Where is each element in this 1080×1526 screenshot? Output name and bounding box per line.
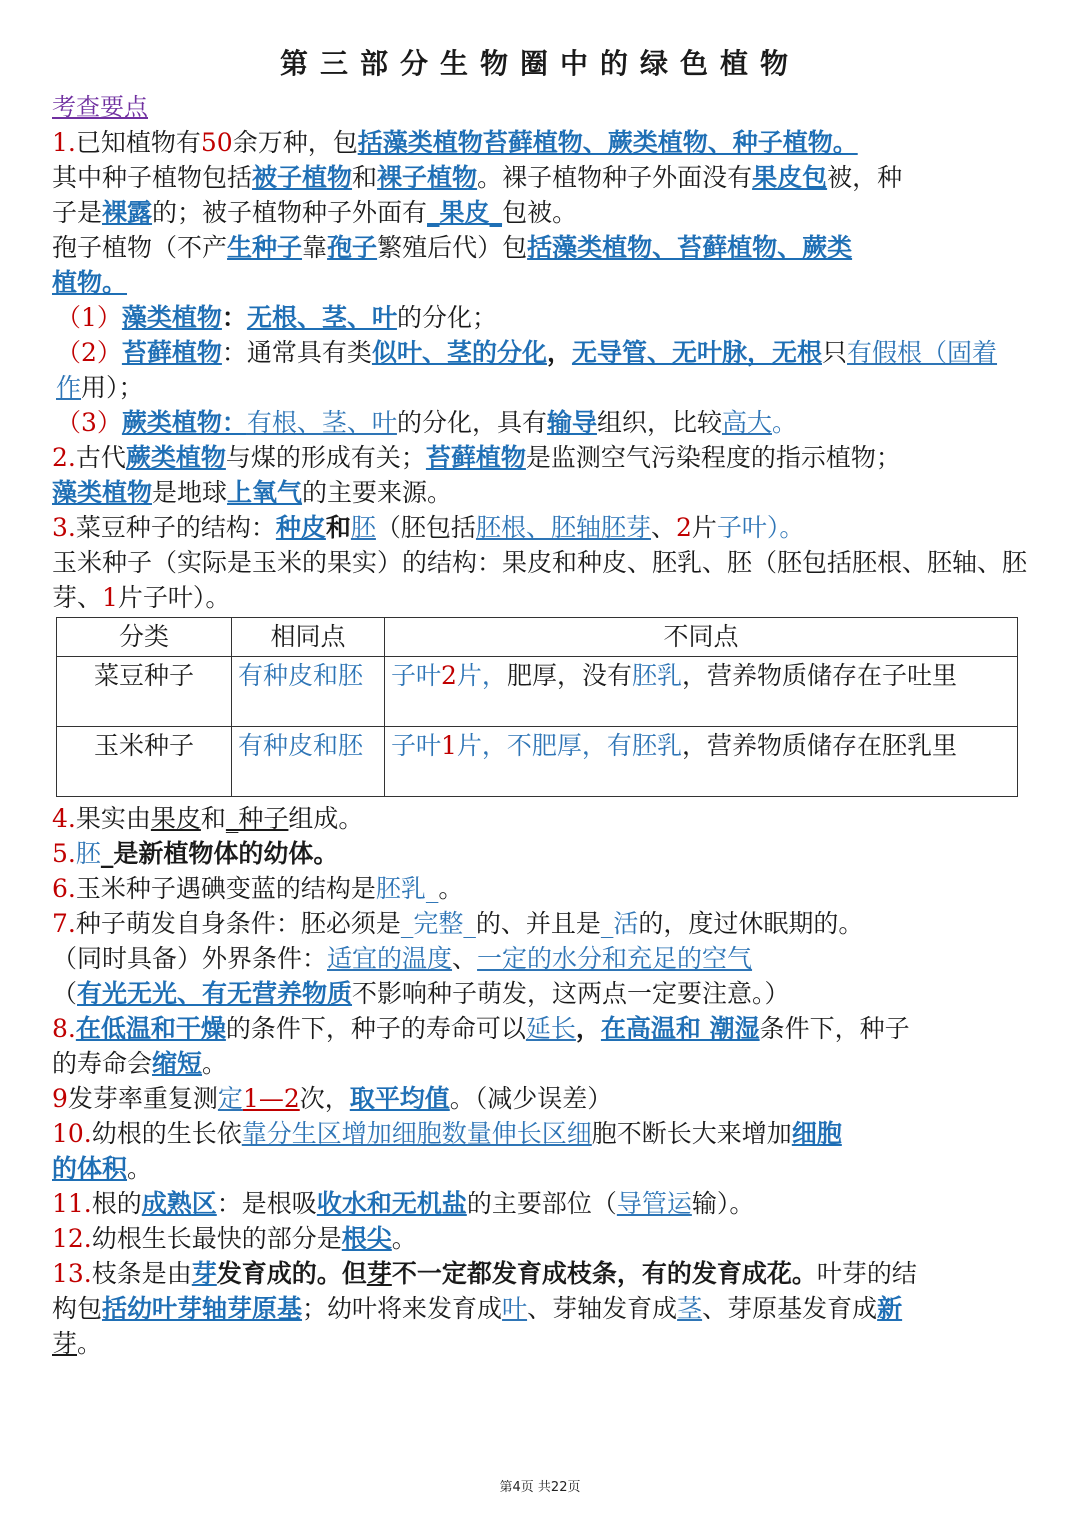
point-2 bbox=[52, 440, 1042, 510]
text: 构包 bbox=[52, 1294, 103, 1323]
point-9 bbox=[52, 1081, 1042, 1116]
answer: 靠分生区增加细胞数量伸长区细 bbox=[241, 1119, 592, 1148]
table-cell bbox=[385, 657, 1018, 727]
text: 古代 bbox=[75, 443, 126, 472]
text: 幼根的生长依 bbox=[91, 1119, 242, 1148]
answer: 导管运 bbox=[616, 1189, 692, 1218]
point-7-line-2 bbox=[52, 941, 1042, 976]
num: 8. bbox=[52, 1014, 76, 1043]
answer: _完整_ bbox=[400, 909, 476, 938]
text: 片， bbox=[456, 661, 507, 690]
num: 9 bbox=[52, 1084, 68, 1113]
num: 11. bbox=[52, 1189, 92, 1218]
text: 的分化； bbox=[396, 303, 497, 332]
text: 不一定都发育成枝条，有的发育成花。 bbox=[391, 1259, 817, 1288]
text: ）。 bbox=[766, 513, 805, 542]
answer: 成熟区 bbox=[141, 1189, 217, 1218]
text: 片，不肥厚，有 bbox=[456, 731, 632, 760]
answer: 裸子植物 bbox=[377, 163, 478, 192]
text: 其中种子植物包括 bbox=[52, 163, 253, 192]
sub-point-2 bbox=[52, 335, 1042, 405]
text: 子叶 bbox=[391, 661, 442, 690]
answer: 芽 bbox=[52, 1329, 78, 1358]
answer: 苔藓植物 bbox=[425, 443, 526, 472]
point-12 bbox=[52, 1221, 1042, 1256]
answer: 被子植物 bbox=[252, 163, 353, 192]
text: 的，度过休眠期的。 bbox=[638, 909, 864, 938]
num: （3） bbox=[56, 408, 122, 437]
text: 的、并且是 bbox=[475, 909, 601, 938]
text: 已知植物有 bbox=[75, 128, 201, 157]
text: _是新植物体的幼体。 bbox=[100, 839, 339, 868]
answer: 取平均值 bbox=[349, 1084, 450, 1113]
answer: 生种子 bbox=[227, 233, 303, 262]
text: ，营养物质储存在子吐里 bbox=[681, 661, 957, 690]
point-4 bbox=[52, 801, 1042, 836]
point-3 bbox=[52, 510, 1042, 545]
answer: 叶 bbox=[502, 1294, 528, 1323]
text: ；幼叶将来发育成 bbox=[302, 1294, 503, 1323]
text: 菜豆种子的结构： bbox=[75, 513, 276, 542]
answer: 括藻类植物、苔藓植物、蕨类 bbox=[527, 233, 853, 262]
table-header: 分类 bbox=[57, 618, 232, 657]
point-7-line-3 bbox=[52, 976, 1042, 1011]
num: 3. bbox=[52, 513, 76, 542]
answer: 在低温和干燥 bbox=[75, 1014, 226, 1043]
answer: 种皮 bbox=[275, 513, 326, 542]
table-header: 不同点 bbox=[385, 618, 1018, 657]
text: 子是 bbox=[52, 198, 103, 227]
text: 孢子植物（不产 bbox=[52, 233, 228, 262]
text: 。裸子植物种子外面没有 bbox=[477, 163, 753, 192]
answer: 定 bbox=[217, 1084, 243, 1113]
point-10 bbox=[52, 1116, 1042, 1186]
seed-comparison-table bbox=[56, 617, 1018, 797]
answer: 有假根（固着 bbox=[847, 338, 998, 367]
answer: 高大 bbox=[721, 408, 772, 437]
answer: _活 bbox=[600, 909, 639, 938]
text: 、 bbox=[452, 944, 478, 973]
text: 1 bbox=[102, 583, 118, 612]
text: 次， bbox=[299, 1084, 350, 1113]
table-header-row bbox=[57, 618, 1018, 657]
table-cell: 有种皮和胚 bbox=[232, 657, 385, 727]
answer: 胚 bbox=[75, 839, 101, 868]
text: 幼根生长最快的部分是 bbox=[91, 1224, 342, 1253]
point-11 bbox=[52, 1186, 1042, 1221]
answer: 植物。 bbox=[52, 268, 128, 297]
answer: 无导管、无叶脉， bbox=[571, 338, 772, 367]
point-1-spore bbox=[52, 230, 1042, 300]
text: 肥厚，没有 bbox=[506, 661, 632, 690]
answer: 胚 bbox=[350, 513, 376, 542]
answer: 上氧气 bbox=[227, 478, 303, 507]
text: 。（减少误差） bbox=[449, 1084, 613, 1113]
text: 的条件下，种子的寿命可以 bbox=[225, 1014, 526, 1043]
text: 组成。 bbox=[288, 804, 364, 833]
answer: 括幼叶芽轴芽原基 bbox=[102, 1294, 303, 1323]
text: 子叶 bbox=[716, 513, 767, 542]
text: 。 bbox=[438, 874, 464, 903]
text: 和 bbox=[352, 163, 378, 192]
table-cell: 有种皮和胚 bbox=[232, 727, 385, 797]
answer: 新 bbox=[877, 1294, 903, 1323]
answer: 的体积 bbox=[52, 1154, 128, 1183]
answer: 在高温和 潮湿 bbox=[600, 1014, 760, 1043]
table-header: 相同点 bbox=[232, 618, 385, 657]
answer: 藻类植物 bbox=[121, 303, 222, 332]
num: 4. bbox=[52, 804, 76, 833]
answer: 无根 bbox=[771, 338, 822, 367]
answer: 茎 bbox=[677, 1294, 703, 1323]
text: 枝条是由 bbox=[91, 1259, 192, 1288]
answer: 芽 bbox=[191, 1259, 217, 1288]
text: 胚乳 bbox=[631, 731, 682, 760]
num: （1） bbox=[56, 303, 122, 332]
point-7 bbox=[52, 906, 1042, 941]
table-row bbox=[57, 727, 1018, 797]
num: 12. bbox=[52, 1224, 92, 1253]
text: 胚根、胚轴、胚芽、 bbox=[52, 548, 1028, 612]
point-8 bbox=[52, 1011, 1042, 1081]
text: 根的 bbox=[91, 1189, 142, 1218]
text: ： bbox=[221, 303, 247, 332]
answer: _果皮_ bbox=[427, 198, 503, 227]
answer: 果皮包 bbox=[752, 163, 828, 192]
answer: 1—2 bbox=[242, 1084, 300, 1113]
table-cell bbox=[385, 727, 1018, 797]
text: 。 bbox=[127, 1154, 153, 1183]
answer: 收水和无机盐 bbox=[316, 1189, 467, 1218]
text: 余万种，包 bbox=[232, 128, 358, 157]
answer: 适宜的温度 bbox=[327, 944, 453, 973]
text: 胞不断长大来增加 bbox=[591, 1119, 792, 1148]
answer: 芽 bbox=[366, 1259, 392, 1288]
num: （2） bbox=[56, 338, 122, 367]
text: 的分化，具有 bbox=[396, 408, 547, 437]
text: 包被。 bbox=[502, 198, 578, 227]
table-cell: 玉米种子 bbox=[57, 727, 232, 797]
text: 50 bbox=[200, 128, 233, 157]
point-3-corn bbox=[52, 545, 1042, 615]
answer: 根尖 bbox=[341, 1224, 392, 1253]
answer: 蕨类植物： bbox=[121, 408, 247, 437]
text: 发芽率重复测 bbox=[67, 1084, 218, 1113]
text: 被，种 bbox=[827, 163, 903, 192]
text: 、 bbox=[650, 513, 676, 542]
text: 是监测空气污染程度的指示植物； bbox=[525, 443, 901, 472]
answer: 缩短 bbox=[152, 1049, 203, 1078]
text: ， bbox=[546, 338, 572, 367]
text: 。 bbox=[391, 1224, 417, 1253]
text: 。 bbox=[202, 1049, 228, 1078]
point-1 bbox=[52, 125, 1042, 160]
sub-point-3 bbox=[52, 405, 1042, 440]
text: 组织，比较 bbox=[596, 408, 722, 437]
text: 1 bbox=[441, 731, 457, 760]
answer: 胚根、胚轴胚芽 bbox=[475, 513, 651, 542]
content bbox=[52, 90, 1042, 1361]
text: 只 bbox=[822, 338, 848, 367]
answer: 果皮 bbox=[150, 804, 201, 833]
point-1-line-2 bbox=[52, 160, 1042, 195]
text: 发育成的。但 bbox=[216, 1259, 367, 1288]
answer: 似叶、茎的分化 bbox=[371, 338, 547, 367]
text: 。 bbox=[772, 408, 798, 437]
answer: 孢子 bbox=[327, 233, 378, 262]
answer: 括藻类植物苔藓植物、蕨类植物、种子植物。 bbox=[357, 128, 858, 157]
text: 条件下，种子 bbox=[759, 1014, 910, 1043]
text: 的寿命会 bbox=[52, 1049, 153, 1078]
text: 和 bbox=[325, 513, 351, 542]
sub-point-1 bbox=[52, 300, 1042, 335]
text: 输）。 bbox=[691, 1189, 755, 1218]
text: 种子萌发自身条件：胚必须是 bbox=[75, 909, 401, 938]
num: 7. bbox=[52, 909, 76, 938]
text: 、芽原基发育成 bbox=[702, 1294, 878, 1323]
answer: 无根、茎、叶 bbox=[246, 303, 397, 332]
text: 2 bbox=[441, 661, 457, 690]
text: 玉米种子遇碘变蓝的结构是 bbox=[75, 874, 376, 903]
text: ：通常具有类 bbox=[221, 338, 372, 367]
answer: 一定的水分和充足的空气 bbox=[477, 944, 753, 973]
text: （ bbox=[52, 979, 78, 1008]
text: 2 bbox=[675, 513, 692, 542]
page-footer: 第4页 共22页 bbox=[499, 1480, 581, 1495]
table-cell: 菜豆种子 bbox=[57, 657, 232, 727]
page-title: 第三部分生物圈中的绿色植物 bbox=[279, 47, 800, 80]
text: 与煤的形成有关； bbox=[225, 443, 426, 472]
text: 的主要来源。 bbox=[302, 478, 453, 507]
text: 片 bbox=[691, 513, 717, 542]
text: 叶芽的结 bbox=[816, 1259, 917, 1288]
text: 。 bbox=[77, 1329, 103, 1358]
text: 用）； bbox=[81, 373, 144, 402]
num: 6. bbox=[52, 874, 76, 903]
num: 13. bbox=[52, 1259, 92, 1288]
text: 片子叶）。 bbox=[117, 583, 231, 612]
answer: 延长 bbox=[525, 1014, 576, 1043]
text: 果实由 bbox=[75, 804, 151, 833]
num: 5. bbox=[52, 839, 76, 868]
text: 繁殖后代）包 bbox=[377, 233, 528, 262]
text: 是地球 bbox=[152, 478, 228, 507]
point-5 bbox=[52, 836, 1042, 871]
num: 10. bbox=[52, 1119, 92, 1148]
answer: 裸露 bbox=[102, 198, 153, 227]
text: 、芽轴发育成 bbox=[527, 1294, 678, 1323]
point-1-line-3 bbox=[52, 195, 1042, 230]
answer: 胚乳_ bbox=[375, 874, 439, 903]
answer: 藻类植物 bbox=[52, 478, 153, 507]
answer: _种子 bbox=[225, 804, 289, 833]
text: 的主要部位（ bbox=[466, 1189, 617, 1218]
answer: 细胞 bbox=[791, 1119, 842, 1148]
answer: 有根、茎、叶 bbox=[246, 408, 397, 437]
answer: 输导 bbox=[546, 408, 597, 437]
num: 1. bbox=[52, 128, 76, 157]
text: 玉米种子（实际是玉米的果实）的结构：果皮和种皮、胚乳、胚（胚包括 bbox=[52, 548, 853, 577]
table-row bbox=[57, 657, 1018, 727]
answer: 有光无光、有无营养物质 bbox=[77, 979, 353, 1008]
num: 2. bbox=[52, 443, 76, 472]
answer: 作 bbox=[56, 373, 82, 402]
text: 不影响种子萌发，这两点一定要注意。） bbox=[352, 979, 790, 1008]
text: （胚包括 bbox=[375, 513, 476, 542]
text: 靠 bbox=[302, 233, 328, 262]
text: ， bbox=[575, 1014, 601, 1043]
text: 子叶 bbox=[391, 731, 442, 760]
text: 胚乳 bbox=[631, 661, 682, 690]
point-13 bbox=[52, 1256, 1042, 1361]
text: ：是根吸 bbox=[216, 1189, 317, 1218]
answer: 苔藓植物 bbox=[121, 338, 222, 367]
answer: 蕨类植物 bbox=[125, 443, 226, 472]
point-6 bbox=[52, 871, 1042, 906]
section-heading: 考查要点 bbox=[52, 93, 148, 121]
text: 和 bbox=[200, 804, 226, 833]
text: （同时具备）外界条件： bbox=[52, 944, 328, 973]
text: ，营养物质储存在胚乳里 bbox=[681, 731, 957, 760]
text: 的；被子植物种子外面有 bbox=[152, 198, 428, 227]
